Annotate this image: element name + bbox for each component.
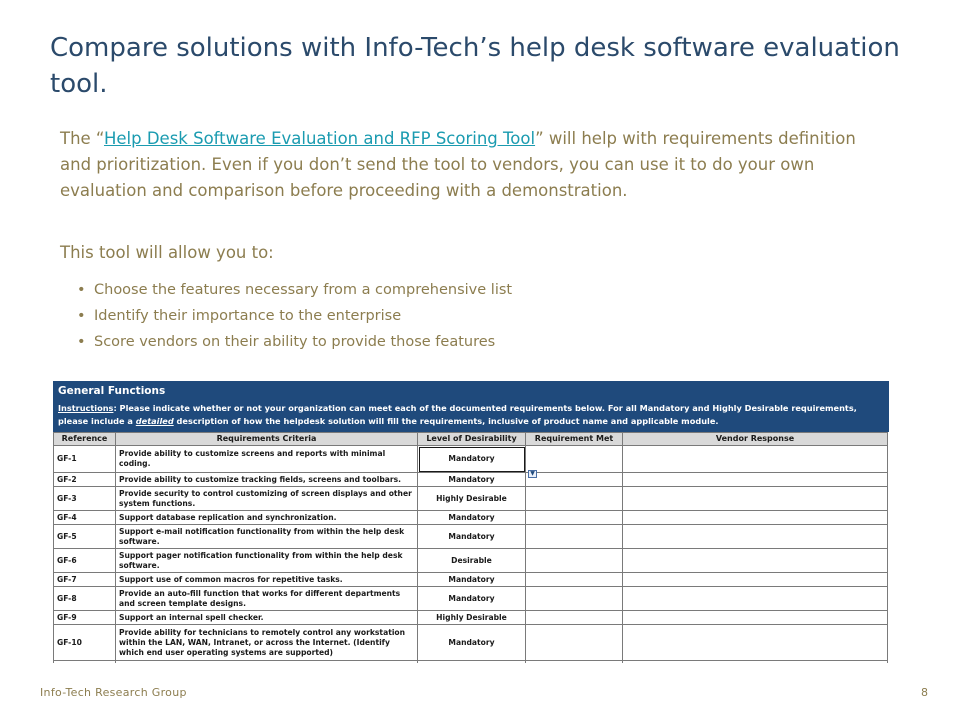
desirability-select-cell[interactable] — [418, 446, 535, 477]
table-row — [54, 573, 888, 587]
table-row — [54, 487, 888, 511]
criteria-cell[interactable]: Support an internal spell checker. — [116, 611, 418, 625]
reference-cell[interactable]: GF-10 — [54, 625, 116, 661]
vendor-response-cell[interactable] — [623, 625, 888, 661]
requirement-met-cell[interactable] — [526, 587, 623, 611]
table-header-row — [54, 433, 888, 446]
desirability-cell[interactable]: Desirable — [418, 549, 526, 573]
intro-suffix: ” will help with requirements definition and prioritization. Even if you don’t send the tool to vendors, you can use it to do your own evaluation and comparison before proceeding with a demonstration. — [60, 129, 856, 200]
instructions-text-2: description of how the helpdesk solution will fill the requirements, inclusive of product name and applicable module. — [173, 415, 719, 426]
sheet-instructions — [58, 402, 884, 427]
vendor-response-cell[interactable] — [623, 473, 888, 487]
vendor-response-cell[interactable] — [623, 487, 888, 511]
page-number: 8 — [921, 686, 928, 699]
requirement-met-cell[interactable] — [526, 611, 623, 625]
criteria-cell[interactable] — [116, 661, 418, 664]
intro-prefix: The “ — [60, 129, 104, 148]
vendor-response-cell[interactable] — [623, 525, 888, 549]
instructions-text-1: : Please indicate whether or not your organization can meet each of the documented requirements below. For all Mandatory and Highly Desirable requirements, please include a — [58, 403, 857, 426]
evaluation-spreadsheet — [53, 381, 889, 663]
vendor-response-cell[interactable] — [623, 573, 888, 587]
desirability-cell[interactable]: Mandatory — [418, 525, 526, 549]
vendor-response-cell[interactable] — [623, 446, 888, 473]
reference-cell[interactable]: GF-3 — [54, 487, 116, 511]
criteria-cell[interactable]: Support database replication and synchronization. — [116, 511, 418, 525]
criteria-cell[interactable]: Provide security to control customizing of screen displays and other system functions. — [116, 487, 418, 511]
reference-cell[interactable]: GF-7 — [54, 573, 116, 587]
desirability-cell[interactable]: Highly Desirable — [418, 487, 526, 511]
requirement-met-cell[interactable] — [526, 487, 623, 511]
reference-cell[interactable]: GF-4 — [54, 511, 116, 525]
column-header[interactable]: Vendor Response — [623, 433, 888, 446]
desirability-cell[interactable]: Mandatory — [418, 573, 526, 587]
requirement-met-cell[interactable] — [526, 446, 623, 473]
table-row — [54, 587, 888, 611]
evaluation-tool-link[interactable]: Help Desk Software Evaluation and RFP Scoring Tool — [103, 129, 536, 148]
vendor-response-cell[interactable] — [623, 511, 888, 525]
table-row — [54, 511, 888, 525]
table-row — [54, 473, 888, 487]
footer-brand: Info-Tech Research Group — [40, 686, 187, 699]
desirability-cell[interactable]: Mandatory — [418, 473, 526, 487]
requirement-met-cell[interactable] — [526, 473, 623, 487]
column-header[interactable]: Reference — [54, 433, 116, 446]
bullet-item: • Identify their importance to the enterprise — [94, 303, 512, 329]
table-row — [54, 625, 888, 661]
column-header[interactable]: Requirement Met — [526, 433, 623, 446]
bullet-item: • Choose the features necessary from a comprehensive list — [94, 277, 512, 303]
desirability-cell[interactable] — [418, 661, 526, 664]
criteria-cell[interactable]: Provide an auto-fill function that works for different departments and screen template designs. — [116, 587, 418, 611]
instructions-emphasis: detailed — [135, 415, 174, 426]
vendor-response-cell[interactable] — [623, 611, 888, 625]
requirement-met-cell[interactable] — [526, 511, 623, 525]
reference-cell[interactable]: GF-6 — [54, 549, 116, 573]
reference-cell[interactable]: GF-2 — [54, 473, 116, 487]
table-row — [54, 549, 888, 573]
desirability-value: Mandatory — [448, 454, 495, 463]
requirement-met-cell[interactable] — [526, 625, 623, 661]
lead-text: This tool will allow you to: — [60, 243, 274, 262]
requirement-met-cell[interactable] — [526, 525, 623, 549]
reference-cell[interactable]: GF-8 — [54, 587, 116, 611]
vendor-response-cell[interactable] — [623, 587, 888, 611]
requirement-met-cell[interactable] — [526, 661, 623, 664]
reference-cell[interactable]: GF-5 — [54, 525, 116, 549]
reference-cell[interactable]: GF-9 — [54, 611, 116, 625]
slide-title: Compare solutions with Info-Tech’s help desk software evaluation tool. — [50, 33, 900, 99]
table-row — [54, 611, 888, 625]
column-header[interactable]: Requirements Criteria — [116, 433, 418, 446]
sheet-title: General Functions — [58, 385, 166, 397]
criteria-cell[interactable]: Support pager notification functionality from within the help desk software. — [116, 549, 418, 573]
criteria-cell[interactable]: Support e-mail notification functionality from within the help desk software. — [116, 525, 418, 549]
dropdown-arrow-icon[interactable]: ▼ — [528, 470, 537, 478]
bullet-item: • Score vendors on their ability to provide those features — [94, 329, 512, 355]
vendor-response-cell[interactable] — [623, 549, 888, 573]
desirability-cell[interactable]: Mandatory — [418, 511, 526, 525]
requirement-met-cell[interactable] — [526, 573, 623, 587]
criteria-cell[interactable]: Provide ability to customize screens and reports with minimal coding. — [116, 446, 418, 473]
criteria-cell[interactable]: Support use of common macros for repetitive tasks. — [116, 573, 418, 587]
table-row — [54, 446, 888, 473]
vendor-response-cell[interactable] — [623, 661, 888, 664]
feature-bullet-list — [60, 277, 512, 355]
instructions-label: Instructions — [58, 403, 114, 413]
requirements-table — [53, 432, 888, 663]
desirability-cell[interactable]: Highly Desirable — [418, 611, 526, 625]
criteria-cell[interactable]: Provide ability to customize tracking fields, screens and toolbars. — [116, 473, 418, 487]
desirability-cell[interactable]: Mandatory — [418, 625, 526, 661]
desirability-cell[interactable]: Mandatory — [418, 587, 526, 611]
requirement-met-cell[interactable] — [526, 549, 623, 573]
table-row — [54, 661, 888, 664]
criteria-cell[interactable]: Provide ability for technicians to remotely control any workstation within the LAN, WAN, Intranet, or across the Internet. (Identify which end user operating systems are supported) — [116, 625, 418, 661]
reference-cell[interactable] — [54, 661, 116, 664]
table-row — [54, 525, 888, 549]
intro-paragraph — [60, 126, 890, 204]
reference-cell[interactable]: GF-1 — [54, 446, 116, 473]
sheet-header — [53, 381, 889, 432]
column-header[interactable]: Level of Desirability — [418, 433, 526, 446]
